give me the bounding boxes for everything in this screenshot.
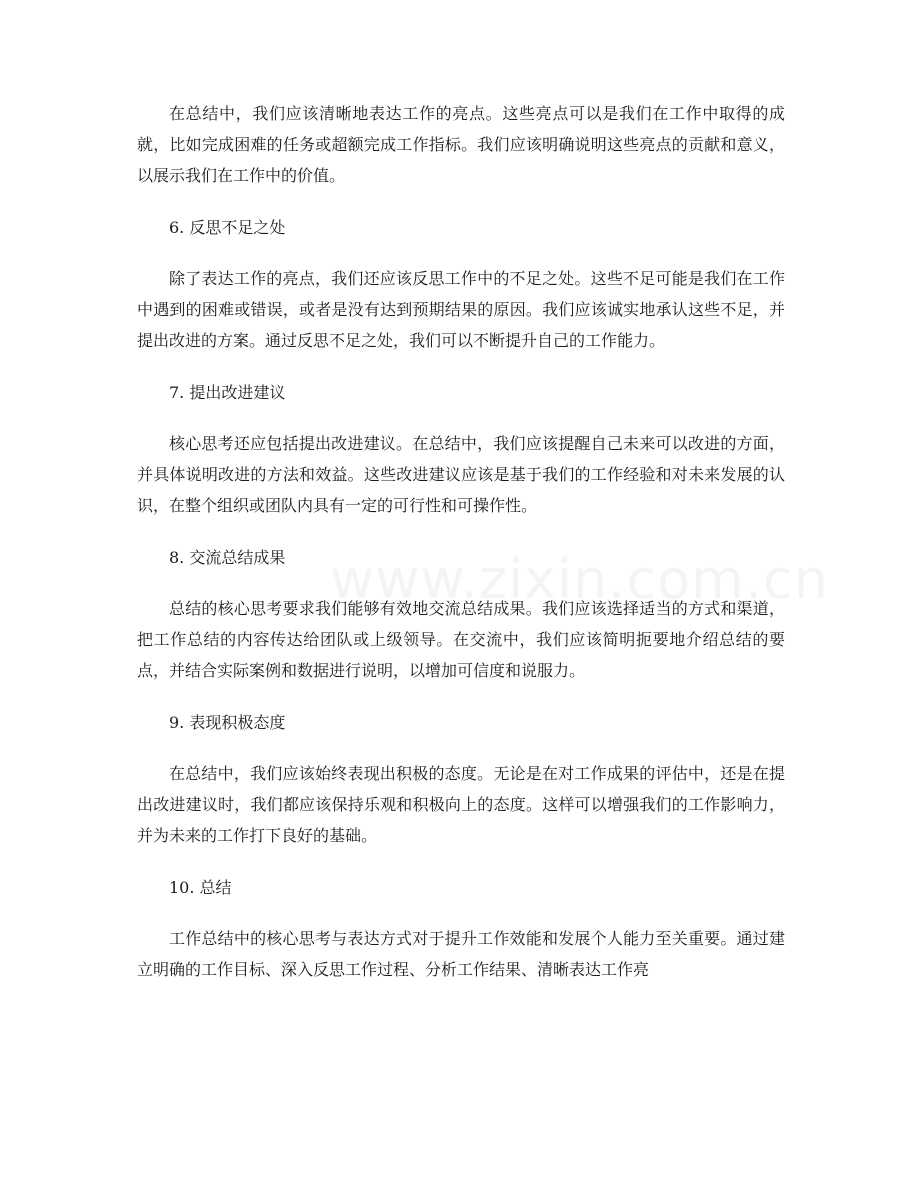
paragraph-improvement-suggestions: 核心思考还应包括提出改进建议。在总结中，我们应该提醒自己未来可以改进的方面，并具体说明改进的方法和效益。这些改进建议应该是基于我们的工作经验和对未来发展的认识，在整个组织或团队内具有一定的可行性和可操作性。 — [137, 434, 785, 515]
section-heading-10: 10. 总结 — [169, 878, 232, 897]
section-heading-6: 6. 反思不足之处 — [169, 218, 286, 237]
paragraph-reflect-shortcomings: 除了表达工作的亮点，我们还应该反思工作中的不足之处。这些不足可能是我们在工作中遇到的困难或错误，或者是没有达到预期结果的原因。我们应该诚实地承认这些不足，并提出改进的方案。通过反思不足之处，我们可以不断提升自己的工作能力。 — [137, 269, 785, 350]
paragraph-communicate-results: 总结的核心思考要求我们能够有效地交流总结成果。我们应该选择适当的方式和渠道，把工作总结的内容传达给团队或上级领导。在交流中，我们应该简明扼要地介绍总结的要点，并结合实际案例和数据进行说明，以增加可信度和说服力。 — [137, 599, 785, 680]
paragraph-positive-attitude: 在总结中，我们应该始终表现出积极的态度。无论是在对工作成果的评估中，还是在提出改进建议时，我们都应该保持乐观和积极向上的态度。这样可以增强我们的工作影响力，并为未来的工作打下良好的基础。 — [137, 764, 785, 845]
section-heading-8: 8. 交流总结成果 — [169, 548, 286, 567]
section-heading-7: 7. 提出改进建议 — [169, 383, 286, 402]
paragraph-highlights: 在总结中，我们应该清晰地表达工作的亮点。这些亮点可以是我们在工作中取得的成就，比如完成困难的任务或超额完成工作指标。我们应该明确说明这些亮点的贡献和意义，以展示我们在工作中的价值。 — [137, 104, 785, 185]
paragraph-conclusion: 工作总结中的核心思考与表达方式对于提升工作效能和发展个人能力至关重要。通过建立明确的工作目标、深入反思工作过程、分析工作结果、清晰表达工作亮 — [137, 929, 785, 979]
document-body — [137, 98, 785, 985]
section-heading-9: 9. 表现积极态度 — [169, 713, 286, 732]
